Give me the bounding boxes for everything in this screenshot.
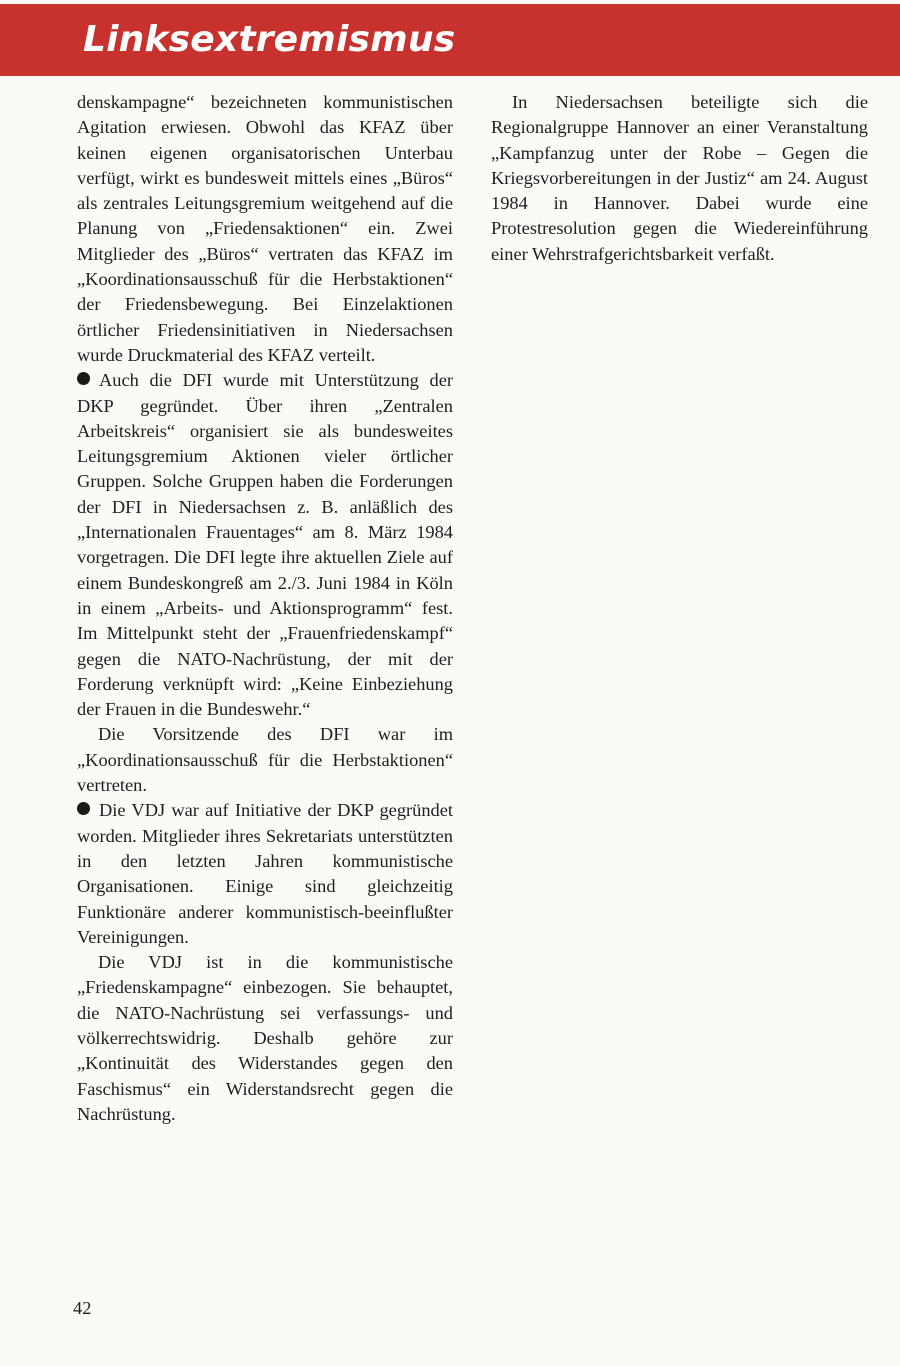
left-column bbox=[77, 90, 453, 1127]
paragraph-text: Die VDJ war auf Initiative der DKP gegründet worden. Mitglieder ihres Sekretariats unterstützten in den letzten Jahren kommunistische Organisationen. Einige sind gleichzeitig Funktionäre anderer kommunistisch-beeinflußter Vereinigungen. bbox=[77, 800, 453, 947]
paragraph: Die VDJ ist in die kommunistische „Friedenskampagne“ einbezogen. Sie behauptet, die NATO-Nachrüstung sei verfassungs- und völkerrechtswidrig. Deshalb gehöre zur „Kontinuität des Widerstandes gegen den Faschismus“ ein Widerstandsrecht gegen die Nachrüstung. bbox=[77, 952, 453, 1124]
paragraph-text: Auch die DFI wurde mit Unterstützung der DKP gegründet. Über ihren „Zentralen Arbeitskreis“ organisiert sie als bundesweites Leitungsgremium Aktionen vieler örtlicher Gruppen. Solche Gruppen haben die Forderungen der DFI in Niedersachsen z. B. anläßlich des „Internationalen Frauentages“ am 8. März 1984 vorgetragen. Die DFI legte ihre aktuellen Ziele auf einem Bundeskongreß am 2./3. Juni 1984 in Köln in einem „Arbeits- und Aktionsprogramm“ fest. Im Mittelpunkt steht der „Frauenfriedenskampf“ gegen die NATO-Nachrüstung, der mit der Forderung verknüpft wird: „Keine Einbeziehung der Frauen in die Bundeswehr.“ bbox=[77, 370, 453, 720]
header-bar bbox=[0, 4, 900, 76]
bullet-paragraph bbox=[77, 798, 453, 950]
right-column bbox=[491, 90, 868, 267]
page-number: 42 bbox=[73, 1298, 92, 1318]
paragraph: denskampagne“ bezeichneten kommunistischen Agitation erwiesen. Obwohl das KFAZ über keinen eigenen organisatorischen Unterbau verfügt, wirkt es bundesweit mittels eines „Büros“ als zentrales Leitungsgremium weitgehend auf die Planung von „Friedensaktionen“ ein. Zwei Mitglieder des „Büros“ vertraten das KFAZ im „Koordinationsausschuß für die Herbstaktionen“ der Friedensbewegung. Bei Einzelaktionen örtlicher Friedensinitiativen in Niedersachsen wurde Druckmaterial des KFAZ verteilt. bbox=[77, 92, 453, 365]
bullet-paragraph bbox=[77, 368, 453, 722]
bullet-icon bbox=[77, 372, 90, 385]
section-title: Linksextremismus bbox=[83, 19, 456, 60]
paragraph: In Niedersachsen beteiligte sich die Regionalgruppe Hannover an einer Veranstaltung „Kampfanzug unter der Robe – Gegen die Kriegsvorbereitungen in der Justiz“ am 24. August 1984 in Hannover. Dabei wurde eine Protestresolution gegen die Wiedereinführung einer Wehrstrafgerichtsbarkeit verfaßt. bbox=[491, 92, 868, 264]
bullet-icon bbox=[77, 802, 90, 815]
paragraph: Die Vorsitzende des DFI war im „Koordinationsausschuß für die Herbstaktionen“ vertreten. bbox=[77, 724, 453, 796]
